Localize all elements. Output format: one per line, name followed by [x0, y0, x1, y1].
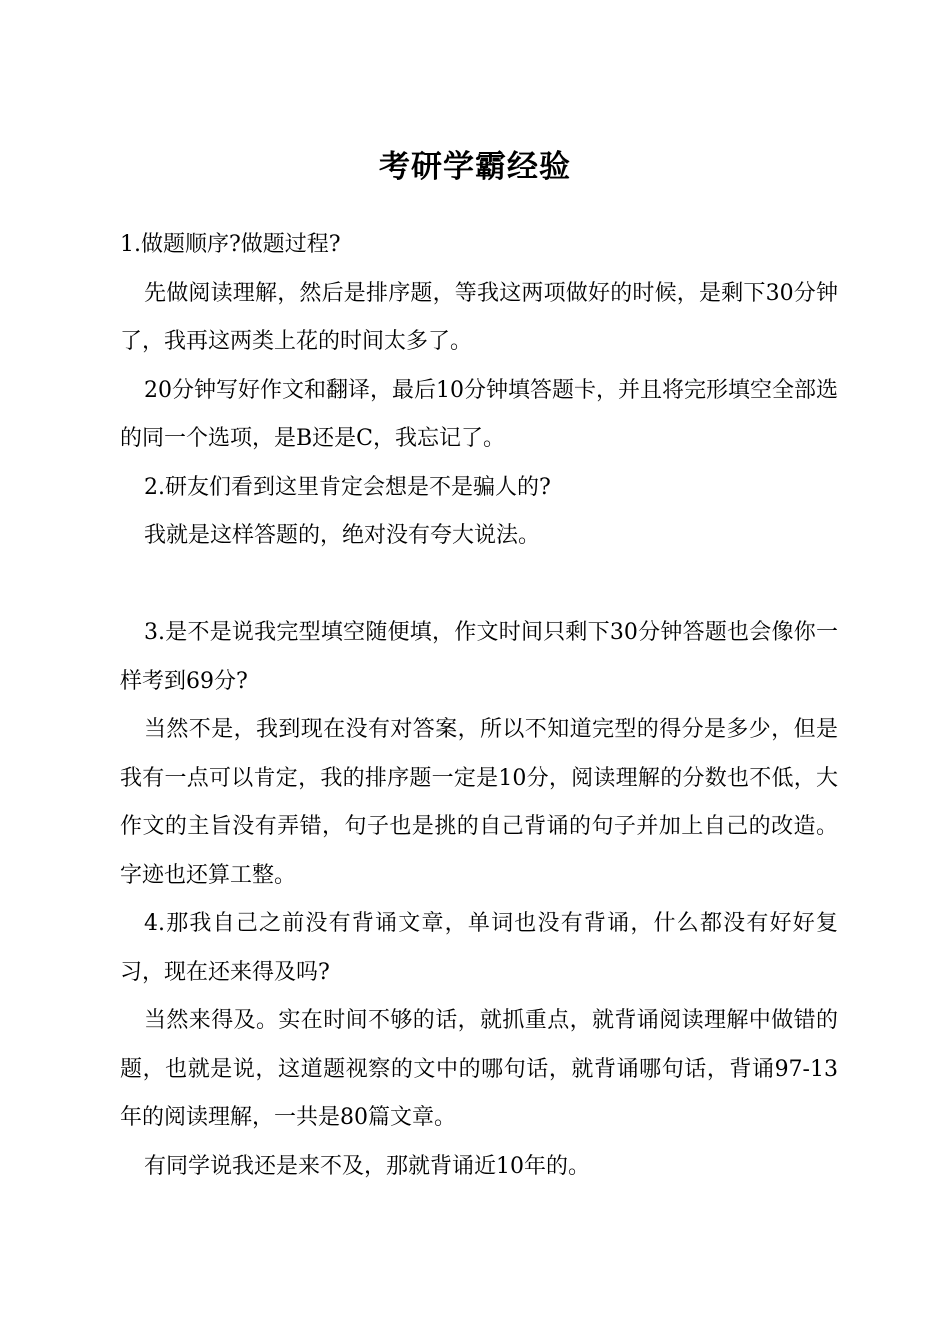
answer-2: 我就是这样答题的，绝对没有夸大说法。 [144, 523, 541, 548]
answer-1-part-2: 20分钟写好作文和翻译，最后10分钟填答题卡，并且将完形填空全部选的同一个选项，是B还是C，我忘记了。 [120, 377, 838, 451]
document-title: 考研学霸经验 [379, 149, 571, 185]
paragraph-gap [120, 561, 838, 610]
answer-4-part-2: 有同学说我还是来不及，那就背诵近10年的。 [144, 1153, 590, 1179]
answer-3: 当然不是，我到现在没有对答案，所以不知道完型的得分是多少，但是我有一点可以肯定，我的排序题一定是10分，阅读理解的分数也不低，大作文的主旨没有弄错，句子也是挑的自己背诵的句子并加上自己的改造。字迹也还算工整。 [120, 717, 838, 888]
question-1: 1.做题顺序?做题过程? [120, 232, 341, 257]
document-body [120, 221, 838, 1191]
question-2: 2.研友们看到这里肯定会想是不是骗人的? [144, 474, 551, 500]
answer-1-part-1: 先做阅读理解，然后是排序题，等我这两项做好的时候，是剩下30分钟了，我再这两类上花的时间太多了。 [120, 280, 838, 354]
question-4: 4.那我自己之前没有背诵文章，单词也没有背诵，什么都没有好好复习，现在还来得及吗? [120, 911, 838, 985]
question-3: 3.是不是说我完型填空随便填，作文时间只剩下30分钟答题也会像你一样考到69分? [120, 620, 838, 694]
answer-4-part-1: 当然来得及。实在时间不够的话，就抓重点，就背诵阅读理解中做错的题，也就是说，这道题视察的文中的哪句话，就背诵哪句话，背诵97-13年的阅读理解，一共是80篇文章。 [120, 1008, 838, 1130]
